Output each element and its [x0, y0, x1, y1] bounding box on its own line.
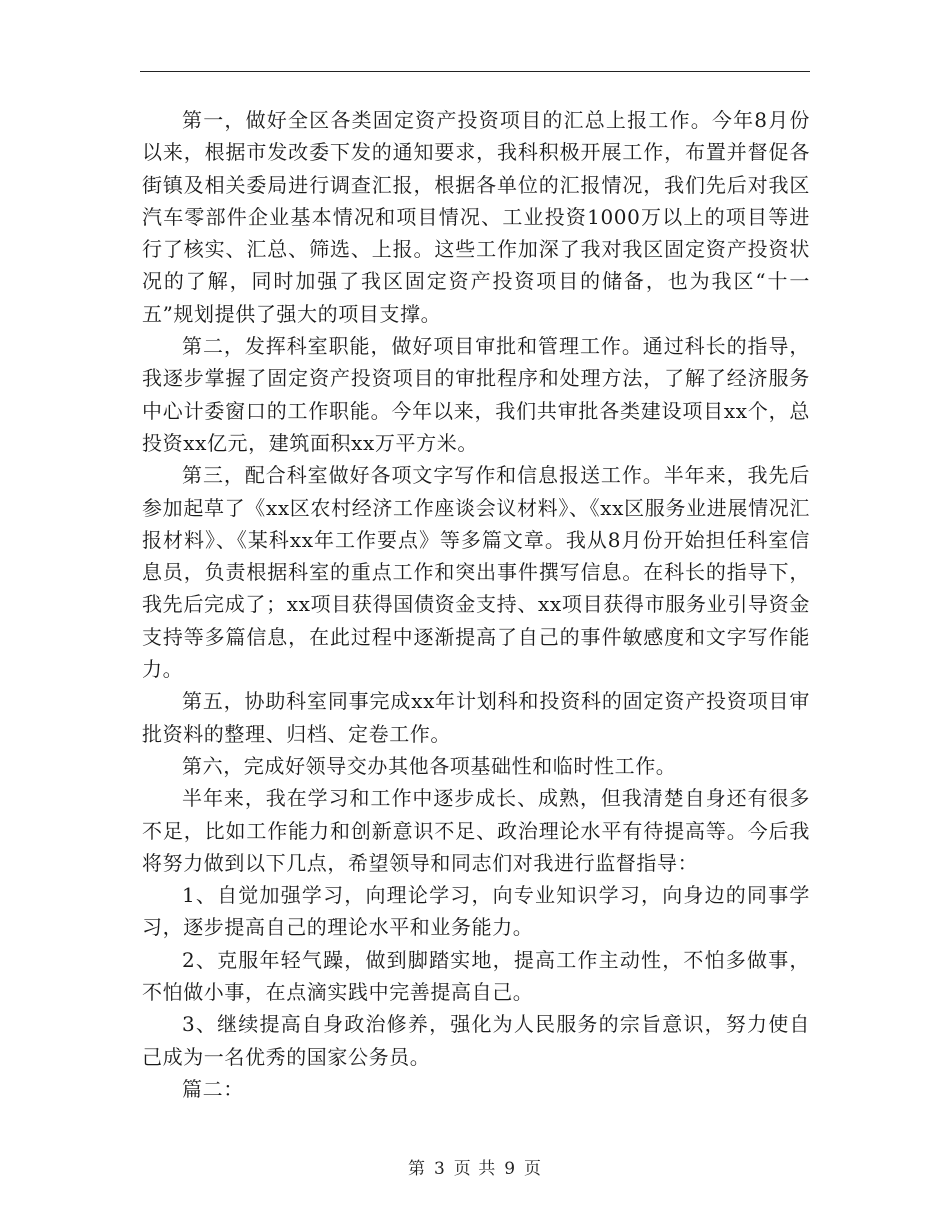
paragraph-5: 第六，完成好领导交办其他各项基础性和临时性工作。 [182, 753, 677, 778]
total-pages-number: 9 [504, 1159, 517, 1179]
page-footer [0, 1154, 950, 1179]
paragraph-3: 第三，配合科室做好各项文字写作和信息报送工作。半年来，我先后参加起草了《xx区农村经济工作座谈会议材料》、《xx区服务业进展情况汇报材料》、《某科xx年工作要点》等多篇文章。我从8月份开始担任科室信息员，负责根据科室的重点工作和突出事件撰写信息。在科长的指导下，我先后完成了；xx项目获得国债资金支持、xx项目获得市服务业引导资金支持等多篇信息，在此过程中逐渐提高了自己的事件敏感度和文字写作能力。 [142, 463, 810, 682]
paragraph-9: 3、继续提高自身政治修养，强化为人民服务的宗旨意识，努力使自己成为一名优秀的国家公务员。 [142, 1012, 810, 1069]
paragraph-8: 2、克服年轻气躁，做到脚踏实地，提高工作主动性，不怕多做事，不怕做小事，在点滴实践中完善提高自己。 [142, 947, 810, 1005]
paragraph-6: 半年来，我在学习和工作中逐步成长、成熟，但我清楚自身还有很多不足，比如工作能力和创新意识不足、政治理论水平有待提高等。今后我将努力做到以下几点，希望领导和同志们对我进行监督指导： [142, 786, 810, 875]
paragraph-4: 第五，协助科室同事完成xx年计划科和投资科的固定资产投资项目审批资料的整理、归档、定卷工作。 [142, 689, 810, 746]
paragraph-2: 第二，发挥科室职能，做好项目审批和管理工作。通过科长的指导，我逐步掌握了固定资产投资项目的审批程序和处理方法，了解了经济服务中心计委窗口的工作职能。今年以来，我们共审批各类建设项目xx个，总投资xx亿元，建筑面积xx万平方米。 [142, 334, 810, 455]
paragraph-7: 1、自觉加强学习，向理论学习，向专业知识学习，向身边的同事学习，逐步提高自己的理论水平和业务能力。 [142, 883, 810, 940]
paragraph-1: 第一，做好全区各类固定资产投资项目的汇总上报工作。今年8月份以来，根据市发改委下发的通知要求，我科积极开展工作，布置并督促各街镇及相关委局进行调查汇报，根据各单位的汇报情况，我们先后对我区汽车零部件企业基本情况和项目情况、工业投资1000万以上的项目等进行了核实、汇总、筛选、上报。这些工作加深了我对我区固定资产投资状况的了解，同时加强了我区固定资产投资项目的储备，也为我区“十一五”规划提供了强大的项目支撑。 [142, 108, 810, 326]
footer-prefix: 第 [407, 1159, 426, 1179]
paragraph-10: 篇二： [182, 1076, 244, 1101]
footer-suffix: 页 [524, 1159, 543, 1179]
header-rule [140, 71, 810, 72]
footer-middle: 页 共 [453, 1159, 497, 1179]
document-body [142, 104, 810, 1105]
current-page-number: 3 [433, 1159, 446, 1179]
